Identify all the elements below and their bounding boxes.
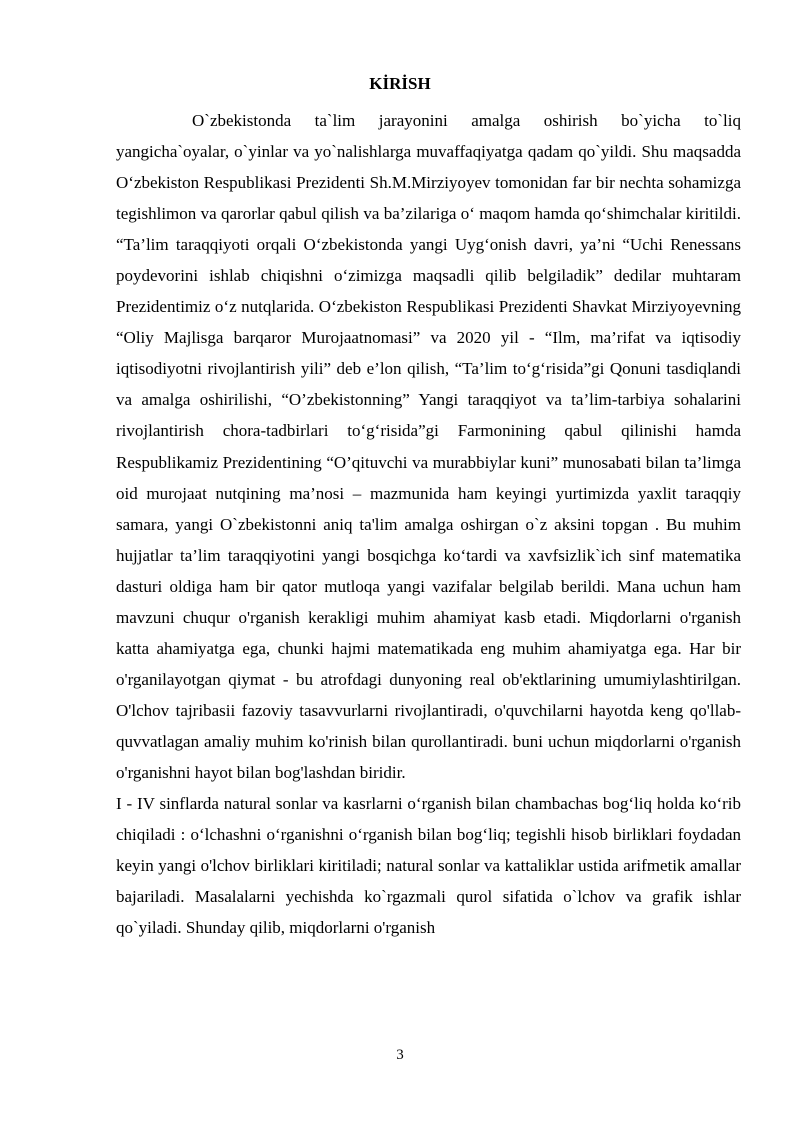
page-number: 3 (396, 1047, 404, 1063)
page-title: KİRİSH (369, 74, 431, 93)
paragraph-2: I - IV sinflarda natural sonlar va kasrlarni o‘rganish bilan chambachas bog‘liq holda ko‘rib chiqiladi : o‘lchashni o‘rganishni o‘rganish bilan bog‘liq; tegishli hisob birliklari foydadan keyin yangi o'lchov birliklari kiritiladi; natural sonlar va kattaliklar ustida arifmetik amallar bajariladi. Masalalarni yechishda ko`rgazmali qurol sifatida o`lchov va grafik ishlar qo`yiladi. Shunday qilib, miqdorlarni o'rganish (116, 794, 741, 938)
paragraph-1: O`zbekistonda ta`lim jarayonini amalga oshirish bo`yicha to`liq yangicha`oyalar, o`yinlar va yo`nalishlarga muvaffaqiyatga qadam qo`yildi. Shu maqsadda O‘zbekiston Respublikasi Prezidenti Sh.M.Mirziyoyev tomonidan far bir nechta sohamizga tegishlimon va qarorlar qabul qilish va ba’zilariga o‘ maqom hamda qo‘shimchalar kiritildi. “Ta’lim taraqqiyoti orqali O‘zbekistonda yangi Uyg‘onish davri, ya’ni “Uchi Renessans poydevorini ishlab chiqishni o‘zimizga maqsadli qilib belgiladik” dedilar muhtaram Prezidentimiz o‘z nutqlarida. O‘zbekiston Respublikasi Prezidenti Shavkat Mirziyoyevning “Oliy Majlisga barqaror Murojaatnomasi” va 2020 yil - “Ilm, ma’rifat va iqtisodiy iqtisodiyotni rivojlantirish yili” deb e’lon qilish, “Ta’lim to‘g‘risida”gi Qonuni tasdiqlandi va amalga oshirilishi, “O’zbekistonning” Yangi taraqqiyot va ta’lim-tarbiya sohalarini rivojlantirish chora-tadbirlari to‘g‘risida”gi Farmonining qabul qilinishi hamda Respublikamiz Prezidentining “O’qituvchi va murabbiylar kuni” munosabati bilan ta’limga oid murojaat nutqining ma’nosi – mazmunida ham keyingi yurtimizda yaxlit taraqqiy samara, yangi O`zbekistonni aniq ta'lim amalga oshirgan o`z aksini topgan . Bu muhim hujjatlar ta’lim taraqqiyotini yangi bosqichga ko‘tardi va xavfsizlik`ich sinf matematika dasturi oldiga ham bir qator mutloqa yangi vazifalar belgilab berildi. Mana uchun ham mavzuni chuqur o'rganish kerakligi muhim ahamiyat kasb etadi. Miqdorlarni o'rganish katta ahamiyatga ega, chunki hajmi matematikada eng muhim ahamiyatga ega. Har bir o'rganilayotgan qiymat - bu atrofdagi dunyoning real ob'ektlarining umumiylashtirilgan. O'lchov tajribasii fazoviy tasavvurlarni rivojlantiradi, o'quvchilarni hayotda keng qo'llab-quvvatlagan amaliy muhim ko'rinish bilan qurollantiradi. buni uchun miqdorlarni o'rganish o'rganishni hayot bilan bog'lashdan biridir. (116, 111, 741, 782)
body-text (116, 105, 741, 943)
